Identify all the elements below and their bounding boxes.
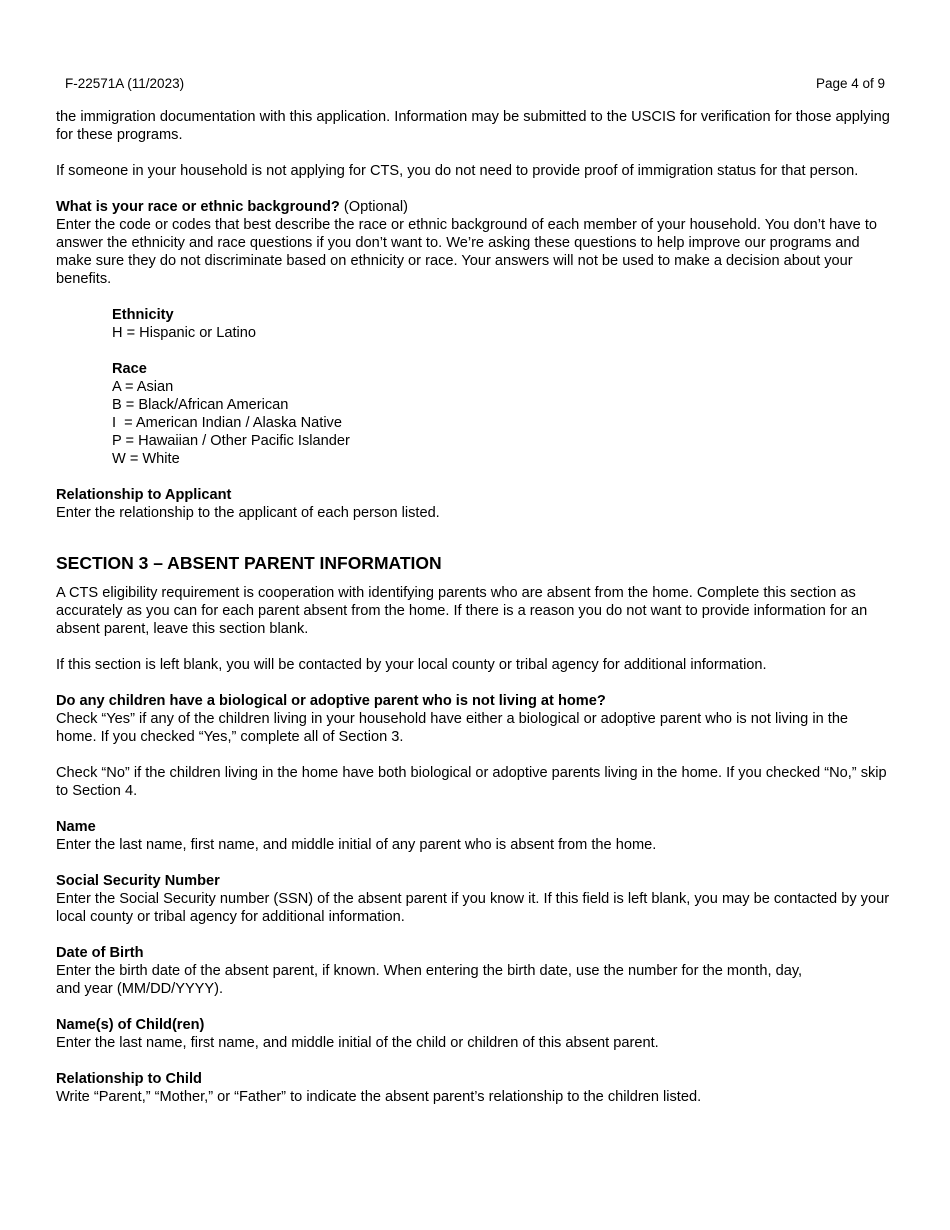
children-names-body: Enter the last name, first name, and middle initial of the child or children of this absent parent. bbox=[56, 1035, 659, 1051]
dob-body-line-1: Enter the birth date of the absent parent, if known. When entering the birth date, use the number for the month, day, bbox=[56, 963, 803, 979]
ethnicity-heading: Ethnicity bbox=[112, 307, 174, 323]
intro-paragraph-1: the immigration documentation with this application. Information may be submitted to the USCIS for verification for those applying for these programs. bbox=[56, 109, 890, 143]
race-code-item: W = White bbox=[112, 451, 180, 467]
children-names-heading: Name(s) of Child(ren) bbox=[56, 1017, 205, 1033]
ethnicity-code-item: H = Hispanic or Latino bbox=[112, 325, 256, 341]
ssn-heading: Social Security Number bbox=[56, 873, 220, 889]
race-codes-heading: Race bbox=[112, 361, 147, 377]
page-number: Page 4 of 9 bbox=[815, 76, 885, 91]
name-heading: Name bbox=[56, 819, 96, 835]
section-3-paragraph-1: A CTS eligibility requirement is cooperation with identifying parents who are absent from the home. Complete this section as accurately as you can for each parent absent from the home. If there is a reason you do not want to provide information for an absent parent, leave this section blank. bbox=[56, 585, 868, 637]
race-code-item: B = Black/African American bbox=[112, 397, 289, 413]
race-code-item: P = Hawaiian / Other Pacific Islander bbox=[112, 433, 350, 449]
dob-body-line-2: and year (MM/DD/YYYY). bbox=[56, 981, 224, 997]
section-3-paragraph-2: If this section is left blank, you will be contacted by your local county or tribal agency for additional information. bbox=[56, 657, 767, 673]
ethnicity-codes bbox=[112, 306, 891, 468]
race-optional-label: (Optional) bbox=[339, 199, 408, 215]
race-code-item: A = Asian bbox=[112, 379, 174, 395]
race-body: Enter the code or codes that best describe the race or ethnic background of each member of your household. You don’t have to answer the ethnicity and race questions if you don’t want to. We’re asking these questions to help improve our programs and make sure they do not discriminate based on ethnicity or race. Your answers will not be used to make a decision about your benefits. bbox=[56, 217, 878, 287]
race-code-item: I = American Indian / Alaska Native bbox=[112, 415, 342, 431]
absent-parent-yes-instructions: Check “Yes” if any of the children living in your household have either a biological or adoptive parent who is not living in the home. If you checked “Yes,” complete all of Section 3. bbox=[56, 711, 849, 745]
dob-heading: Date of Birth bbox=[56, 945, 144, 961]
relationship-applicant-heading: Relationship to Applicant bbox=[56, 487, 232, 503]
race-heading: What is your race or ethnic background? bbox=[56, 199, 340, 215]
intro-paragraph-2: If someone in your household is not applying for CTS, you do not need to provide proof of immigration status for that person. bbox=[56, 163, 859, 179]
name-body: Enter the last name, first name, and middle initial of any parent who is absent from the home. bbox=[56, 837, 657, 853]
form-id: F-22571A (11/2023) bbox=[65, 76, 185, 91]
absent-parent-no-instructions: Check “No” if the children living in the home have both biological or adoptive parents living in the home. If you checked “No,” skip to Section 4. bbox=[56, 765, 887, 799]
relationship-child-heading: Relationship to Child bbox=[56, 1071, 202, 1087]
relationship-applicant-body: Enter the relationship to the applicant of each person listed. bbox=[56, 505, 440, 521]
absent-parent-question: Do any children have a biological or adoptive parent who is not living at home? bbox=[56, 693, 606, 709]
section-3-title: SECTION 3 – ABSENT PARENT INFORMATION bbox=[56, 553, 442, 573]
page-content bbox=[56, 108, 891, 1106]
relationship-child-body: Write “Parent,” “Mother,” or “Father” to indicate the absent parent’s relationship to the children listed. bbox=[56, 1089, 702, 1105]
page-header bbox=[65, 75, 885, 93]
ssn-body: Enter the Social Security number (SSN) of the absent parent if you know it. If this field is left blank, you may be contacted by your local county or tribal agency for additional information. bbox=[56, 891, 890, 925]
race-question bbox=[56, 198, 891, 216]
